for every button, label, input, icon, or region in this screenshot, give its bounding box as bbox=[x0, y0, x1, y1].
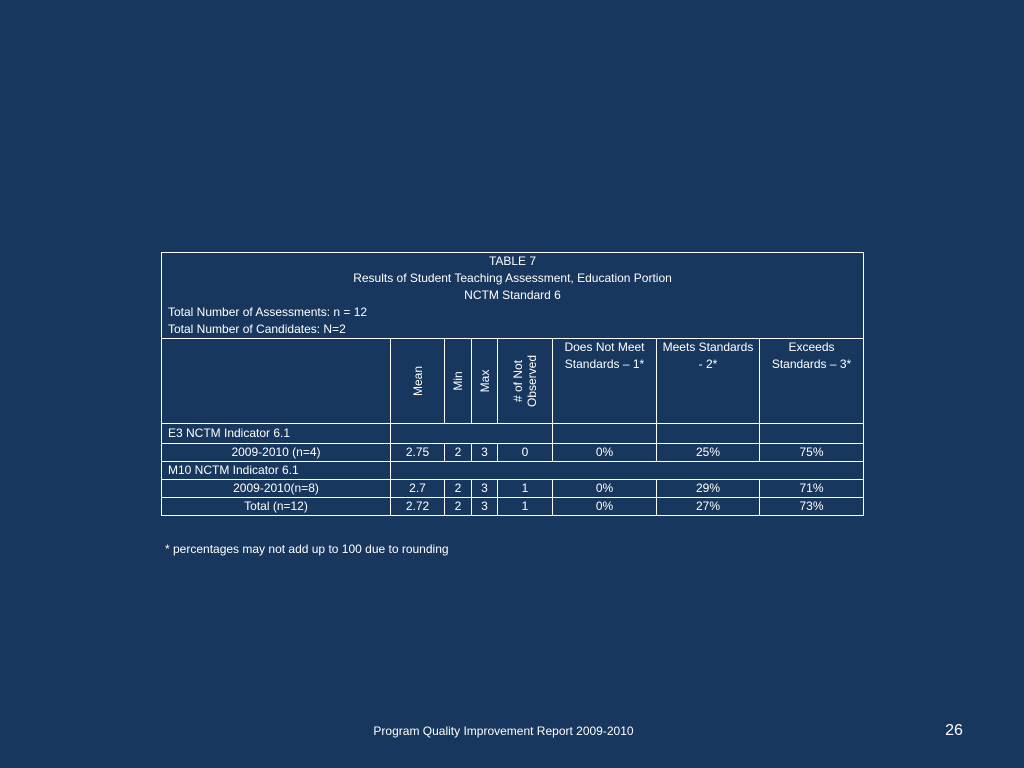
cell-meets: 25% bbox=[657, 444, 760, 462]
cell-mean: 2.72 bbox=[391, 498, 445, 516]
header-not-observed-line2: Observed bbox=[525, 354, 539, 408]
table-row bbox=[162, 480, 864, 498]
group-empty-stats bbox=[391, 424, 553, 444]
cell-not-observed: 0 bbox=[498, 444, 553, 462]
cell-max: 3 bbox=[472, 480, 498, 498]
cell-does-not-meet: 0% bbox=[553, 480, 657, 498]
total-label: Total (n=12) bbox=[162, 498, 391, 516]
header-meets: Meets Standards - 2* bbox=[657, 339, 760, 424]
header-max-label: Max bbox=[477, 369, 492, 393]
cell-mean: 2.75 bbox=[391, 444, 445, 462]
footnote: * percentages may not add up to 100 due to rounding bbox=[165, 542, 449, 556]
cell-exceeds: 73% bbox=[760, 498, 864, 516]
column-header-row bbox=[162, 339, 864, 424]
cell-min: 2 bbox=[445, 444, 472, 462]
page-number: 26 bbox=[945, 722, 963, 739]
cell-exceeds: 71% bbox=[760, 480, 864, 498]
group-row-e3 bbox=[162, 424, 864, 444]
cell-not-observed: 1 bbox=[498, 498, 553, 516]
table-caption bbox=[162, 253, 864, 339]
group-empty bbox=[553, 424, 657, 444]
header-max bbox=[472, 339, 498, 424]
footer-title: Program Quality Improvement Report 2009-2010 bbox=[373, 724, 634, 738]
group-label: E3 NCTM Indicator 6.1 bbox=[162, 424, 391, 444]
table-standard: NCTM Standard 6 bbox=[464, 288, 561, 302]
group-empty bbox=[657, 424, 760, 444]
total-row bbox=[162, 498, 864, 516]
header-mean bbox=[391, 339, 445, 424]
table-subtitle: Results of Student Teaching Assessment, Education Portion bbox=[353, 271, 672, 285]
header-min bbox=[445, 339, 472, 424]
cell-not-observed: 1 bbox=[498, 480, 553, 498]
results-table bbox=[161, 252, 864, 516]
table-row bbox=[162, 444, 864, 462]
cell-exceeds: 75% bbox=[760, 444, 864, 462]
cell-does-not-meet: 0% bbox=[553, 498, 657, 516]
cell-max: 3 bbox=[472, 498, 498, 516]
cell-mean: 2.7 bbox=[391, 480, 445, 498]
header-blank bbox=[162, 339, 391, 424]
row-label: 2009-2010 (n=4) bbox=[162, 444, 391, 462]
row-label: 2009-2010(n=8) bbox=[162, 480, 391, 498]
total-assessments: Total Number of Assessments: n = 12 bbox=[168, 305, 368, 319]
group-empty-stats bbox=[391, 462, 864, 480]
cell-max: 3 bbox=[472, 444, 498, 462]
group-empty bbox=[760, 424, 864, 444]
header-min-label: Min bbox=[451, 371, 465, 391]
header-not-observed-line1: # of Not bbox=[511, 359, 525, 403]
table-caption-row bbox=[162, 253, 864, 339]
cell-meets: 27% bbox=[657, 498, 760, 516]
cell-min: 2 bbox=[445, 498, 472, 516]
header-does-not-meet: Does Not Meet Standards – 1* bbox=[553, 339, 657, 424]
cell-min: 2 bbox=[445, 480, 472, 498]
header-mean-label: Mean bbox=[410, 365, 425, 397]
total-candidates: Total Number of Candidates: N=2 bbox=[168, 322, 346, 336]
table-title: TABLE 7 bbox=[488, 254, 537, 268]
header-exceeds: Exceeds Standards – 3* bbox=[760, 339, 864, 424]
group-row-m10 bbox=[162, 462, 864, 480]
group-label: M10 NCTM Indicator 6.1 bbox=[162, 462, 391, 480]
header-not-observed-label bbox=[511, 355, 539, 407]
cell-does-not-meet: 0% bbox=[553, 444, 657, 462]
cell-meets: 29% bbox=[657, 480, 760, 498]
header-not-observed bbox=[498, 339, 553, 424]
